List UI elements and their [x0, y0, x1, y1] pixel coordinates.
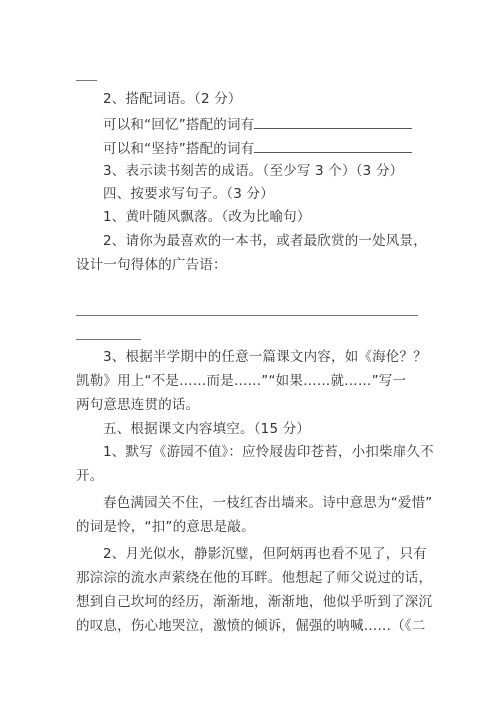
question-ad-slogan-cont: 设计一句得体的广告语： — [76, 257, 227, 273]
answer-line[interactable] — [76, 315, 418, 316]
question-text: 可以和“坚持”搭配的词有 — [103, 141, 255, 157]
answer-line[interactable] — [76, 339, 141, 340]
question-line-recall — [103, 115, 412, 134]
poem-line: 春色满园关不住，一枝红杏出墙来。诗中意思为“爱惜” — [103, 495, 433, 511]
answer-blank-line — [76, 80, 97, 81]
question-idioms: 3、表示读书刻苦的成语。（至少写 3 个）（3 分） — [103, 163, 404, 179]
answer-blank[interactable] — [254, 115, 412, 129]
question-line-persist — [103, 139, 412, 158]
passage-line: 想到自己坎坷的经历，渐渐地，渐渐地，他似乎听到了深沉 — [76, 594, 433, 610]
section-heading-sentences: 四、按要求写句子。（3 分） — [103, 186, 274, 202]
section-heading-fill-in: 五、根据课文内容填空。（15 分） — [103, 421, 311, 437]
question-coherent-sentences-cont: 凯勒》用上“不是……而是……”“如果……就……”写一 — [76, 373, 407, 389]
passage-line: 那淙淙的流水声萦绕在他的耳畔。他想起了师父说过的话， — [76, 570, 433, 586]
question-ad-slogan: 2、请你为最喜欢的一本书，或者最欣赏的一处风景， — [103, 233, 427, 249]
answer-blank[interactable] — [254, 139, 412, 153]
section-heading-word-matching: 2、搭配词语。（2 分） — [103, 91, 242, 107]
passage-line: 2、月光似水，静影沉璧，但阿炳再也看不见了，只有 — [103, 546, 427, 562]
question-metaphor: 1、黄叶随风飘落。（改为比喻句） — [103, 209, 311, 225]
poem-explanation: 的词是怜，“扣”的意思是敲。 — [76, 519, 255, 535]
poem-dictation: 1、默写《游园不值》：应怜屐齿印苍苔，小扣柴扉久不 — [103, 444, 434, 460]
question-coherent-sentences-end: 两句意思连贯的话。 — [76, 397, 200, 413]
passage-line: 的叹息，伤心地哭泣，激愤的倾诉，倔强的呐喊……（《二 — [76, 618, 426, 634]
question-text: 可以和“回忆”搭配的词有 — [103, 117, 255, 133]
poem-dictation-cont: 开。 — [76, 468, 104, 484]
question-coherent-sentences: 3、根据半学期中的任意一篇课文内容，如《海伦？？ — [103, 349, 427, 365]
